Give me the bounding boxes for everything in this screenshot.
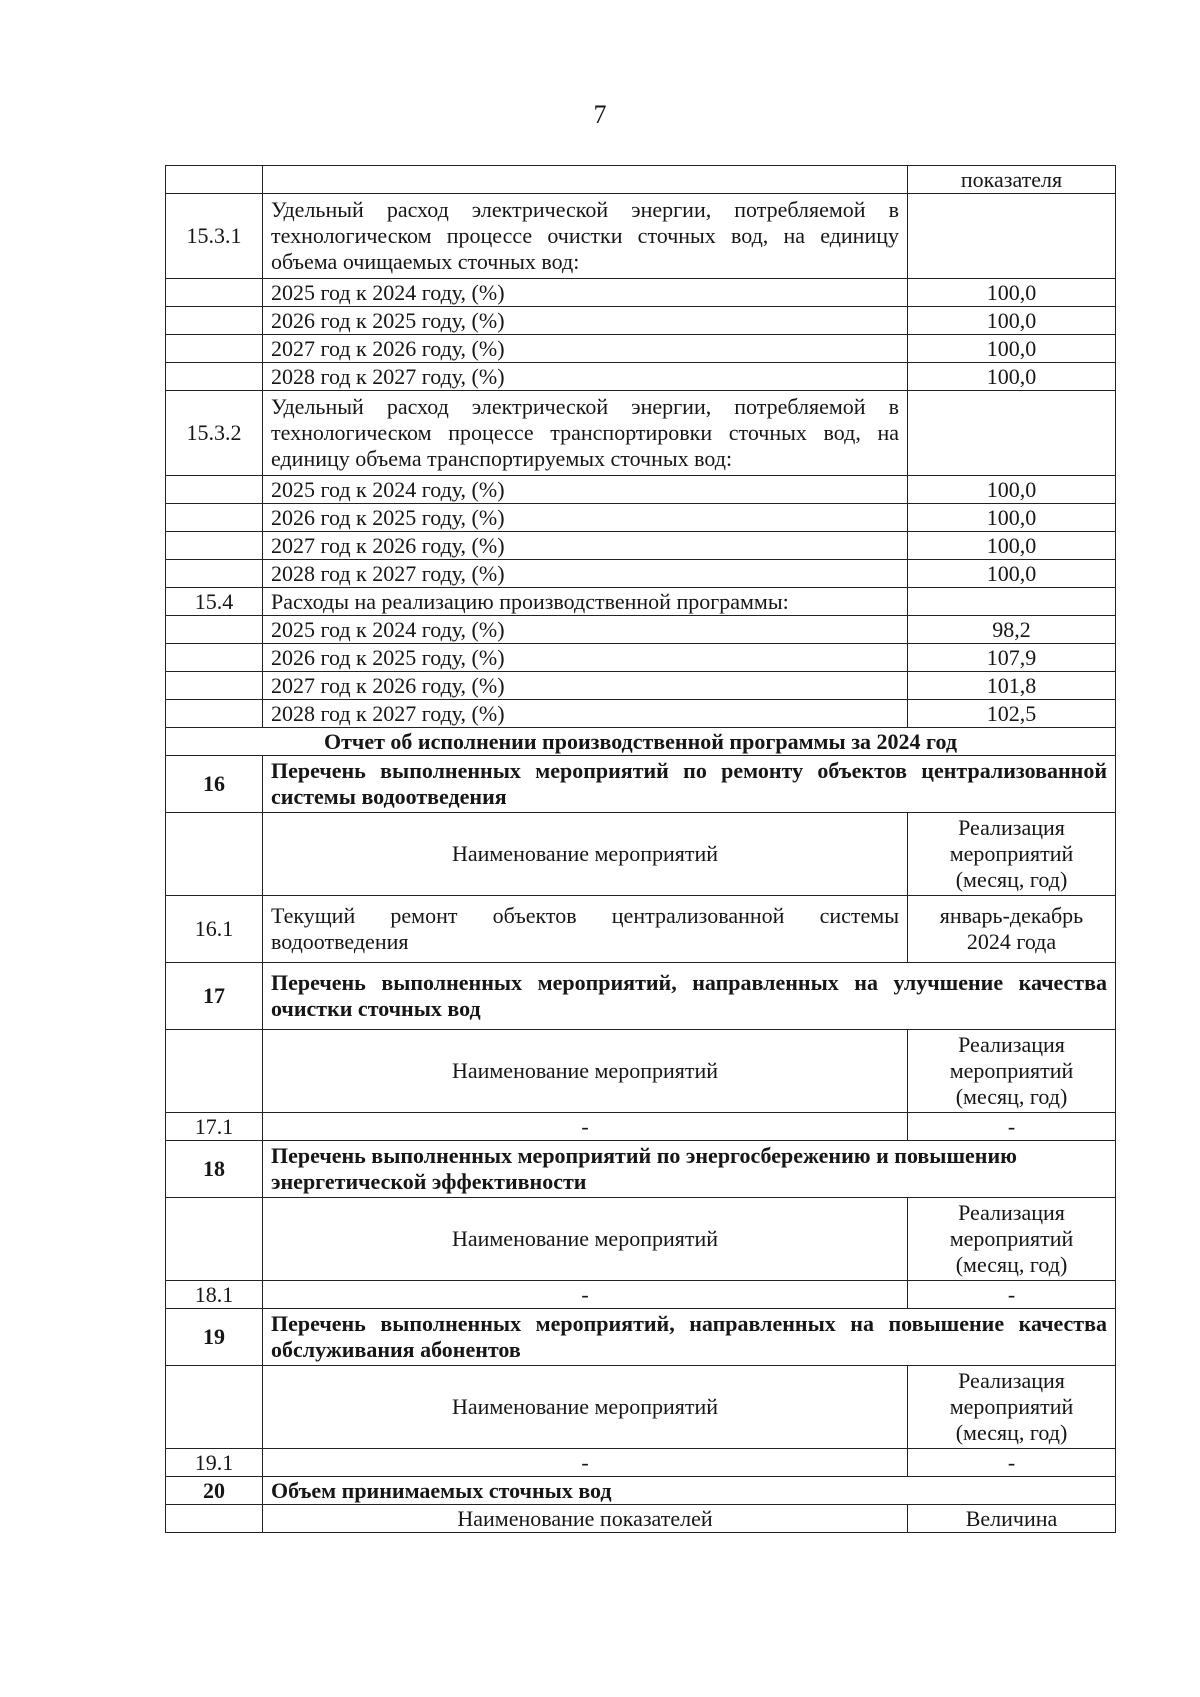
row-label: 2026 год к 2025 году, (%) — [263, 644, 908, 672]
row-number: 15.3.2 — [166, 391, 263, 476]
row-value: 100,0 — [908, 476, 1116, 504]
section-title: Перечень выполненных мероприятий, направленных на повышение качества обслуживания абонентов — [263, 1309, 1116, 1366]
row-label: 2028 год к 2027 году, (%) — [263, 560, 908, 588]
table-row — [166, 1281, 1116, 1309]
row-number: 17.1 — [166, 1113, 263, 1141]
section-header — [166, 1141, 1116, 1198]
section-number: 17 — [166, 963, 263, 1030]
row-text: Расходы на реализацию производственной программы: — [263, 588, 908, 616]
column-header-name: Наименование мероприятий — [263, 1366, 908, 1449]
row-text: Удельный расход электрической энергии, потребляемой в технологическом процессе транспортировки сточных вод, на единицу объема транспортируемых сточных вод: — [263, 391, 908, 476]
report-title: Отчет об исполнении производственной программы за 2024 год — [166, 728, 1116, 756]
row-value: 100,0 — [908, 307, 1116, 335]
section-header — [166, 1309, 1116, 1366]
table-row — [166, 813, 1116, 896]
table-row — [166, 335, 1116, 363]
table-row — [166, 1030, 1116, 1113]
row-text: Текущий ремонт объектов централизованной системы водоотведения — [263, 896, 908, 963]
row-text: - — [263, 1113, 908, 1141]
table-row — [166, 363, 1116, 391]
row-value: 98,2 — [908, 616, 1116, 644]
column-header-value: Величина — [908, 1505, 1116, 1533]
table-row — [166, 504, 1116, 532]
table-row — [166, 279, 1116, 307]
row-text: - — [263, 1449, 908, 1477]
row-text: Удельный расход электрической энергии, потребляемой в технологическом процессе очистки сточных вод, на единицу объема очищаемых сточных вод: — [263, 194, 908, 279]
row-label: 2027 год к 2026 году, (%) — [263, 672, 908, 700]
row-label: 2027 год к 2026 году, (%) — [263, 335, 908, 363]
section-header — [166, 963, 1116, 1030]
section-title: Перечень выполненных мероприятий, направленных на улучшение качества очистки сточных вод — [263, 963, 1116, 1030]
table-row — [166, 1113, 1116, 1141]
row-value: - — [908, 1281, 1116, 1309]
row-value: 100,0 — [908, 560, 1116, 588]
row-label: 2025 год к 2024 году, (%) — [263, 616, 908, 644]
section-number: 20 — [166, 1477, 263, 1505]
column-header-implementation: Реализация мероприятий (месяц, год) — [908, 1366, 1116, 1449]
row-number: 15.4 — [166, 588, 263, 616]
header-value-cell: показателя — [908, 166, 1116, 194]
row-value: 100,0 — [908, 279, 1116, 307]
page-number: 7 — [593, 100, 607, 129]
section-header — [166, 756, 1116, 813]
row-label: 2026 год к 2025 году, (%) — [263, 504, 908, 532]
row-text: - — [263, 1281, 908, 1309]
row-value: - — [908, 1113, 1116, 1141]
section-title: Перечень выполненных мероприятий по энергосбережению и повышению энергетической эффективности — [263, 1141, 1116, 1198]
row-number: 15.3.1 — [166, 194, 263, 279]
table-row — [166, 560, 1116, 588]
row-value: 100,0 — [908, 504, 1116, 532]
table-row — [166, 616, 1116, 644]
row-number: 19.1 — [166, 1449, 263, 1477]
row-number: 16.1 — [166, 896, 263, 963]
table-row — [166, 166, 1116, 194]
row-value: 107,9 — [908, 644, 1116, 672]
row-value: 100,0 — [908, 335, 1116, 363]
column-header-name: Наименование мероприятий — [263, 1198, 908, 1281]
section-header — [166, 1477, 1116, 1505]
table-row — [166, 896, 1116, 963]
row-label: 2028 год к 2027 году, (%) — [263, 700, 908, 728]
row-label: 2025 год к 2024 году, (%) — [263, 279, 908, 307]
row-label: 2027 год к 2026 году, (%) — [263, 532, 908, 560]
section-title: Перечень выполненных мероприятий по ремонту объектов централизованной системы водоотведения — [263, 756, 1116, 813]
column-header-name: Наименование мероприятий — [263, 813, 908, 896]
table-row — [166, 588, 1116, 616]
table-row — [166, 1505, 1116, 1533]
row-value: 100,0 — [908, 363, 1116, 391]
section-number: 16 — [166, 756, 263, 813]
row-value: 101,8 — [908, 672, 1116, 700]
row-value: 102,5 — [908, 700, 1116, 728]
table-row — [166, 728, 1116, 756]
row-value: 100,0 — [908, 532, 1116, 560]
table-row — [166, 1198, 1116, 1281]
table-row — [166, 307, 1116, 335]
table-row — [166, 1449, 1116, 1477]
column-header-name: Наименование мероприятий — [263, 1030, 908, 1113]
row-value: январь-декабрь 2024 года — [908, 896, 1116, 963]
table-row — [166, 391, 1116, 476]
document-table — [165, 165, 1116, 1533]
column-header-implementation: Реализация мероприятий (месяц, год) — [908, 813, 1116, 896]
row-number: 18.1 — [166, 1281, 263, 1309]
table-row — [166, 1366, 1116, 1449]
section-number: 18 — [166, 1141, 263, 1198]
row-value: - — [908, 1449, 1116, 1477]
section-number: 19 — [166, 1309, 263, 1366]
section-title: Объем принимаемых сточных вод — [263, 1477, 1116, 1505]
row-label: 2026 год к 2025 году, (%) — [263, 307, 908, 335]
table-row — [166, 476, 1116, 504]
row-label: 2028 год к 2027 году, (%) — [263, 363, 908, 391]
table-row — [166, 672, 1116, 700]
table-row — [166, 700, 1116, 728]
table-row — [166, 194, 1116, 279]
column-header-implementation: Реализация мероприятий (месяц, год) — [908, 1030, 1116, 1113]
column-header-name: Наименование показателей — [263, 1505, 908, 1533]
table-row — [166, 532, 1116, 560]
row-label: 2025 год к 2024 году, (%) — [263, 476, 908, 504]
column-header-implementation: Реализация мероприятий (месяц, год) — [908, 1198, 1116, 1281]
table-row — [166, 644, 1116, 672]
